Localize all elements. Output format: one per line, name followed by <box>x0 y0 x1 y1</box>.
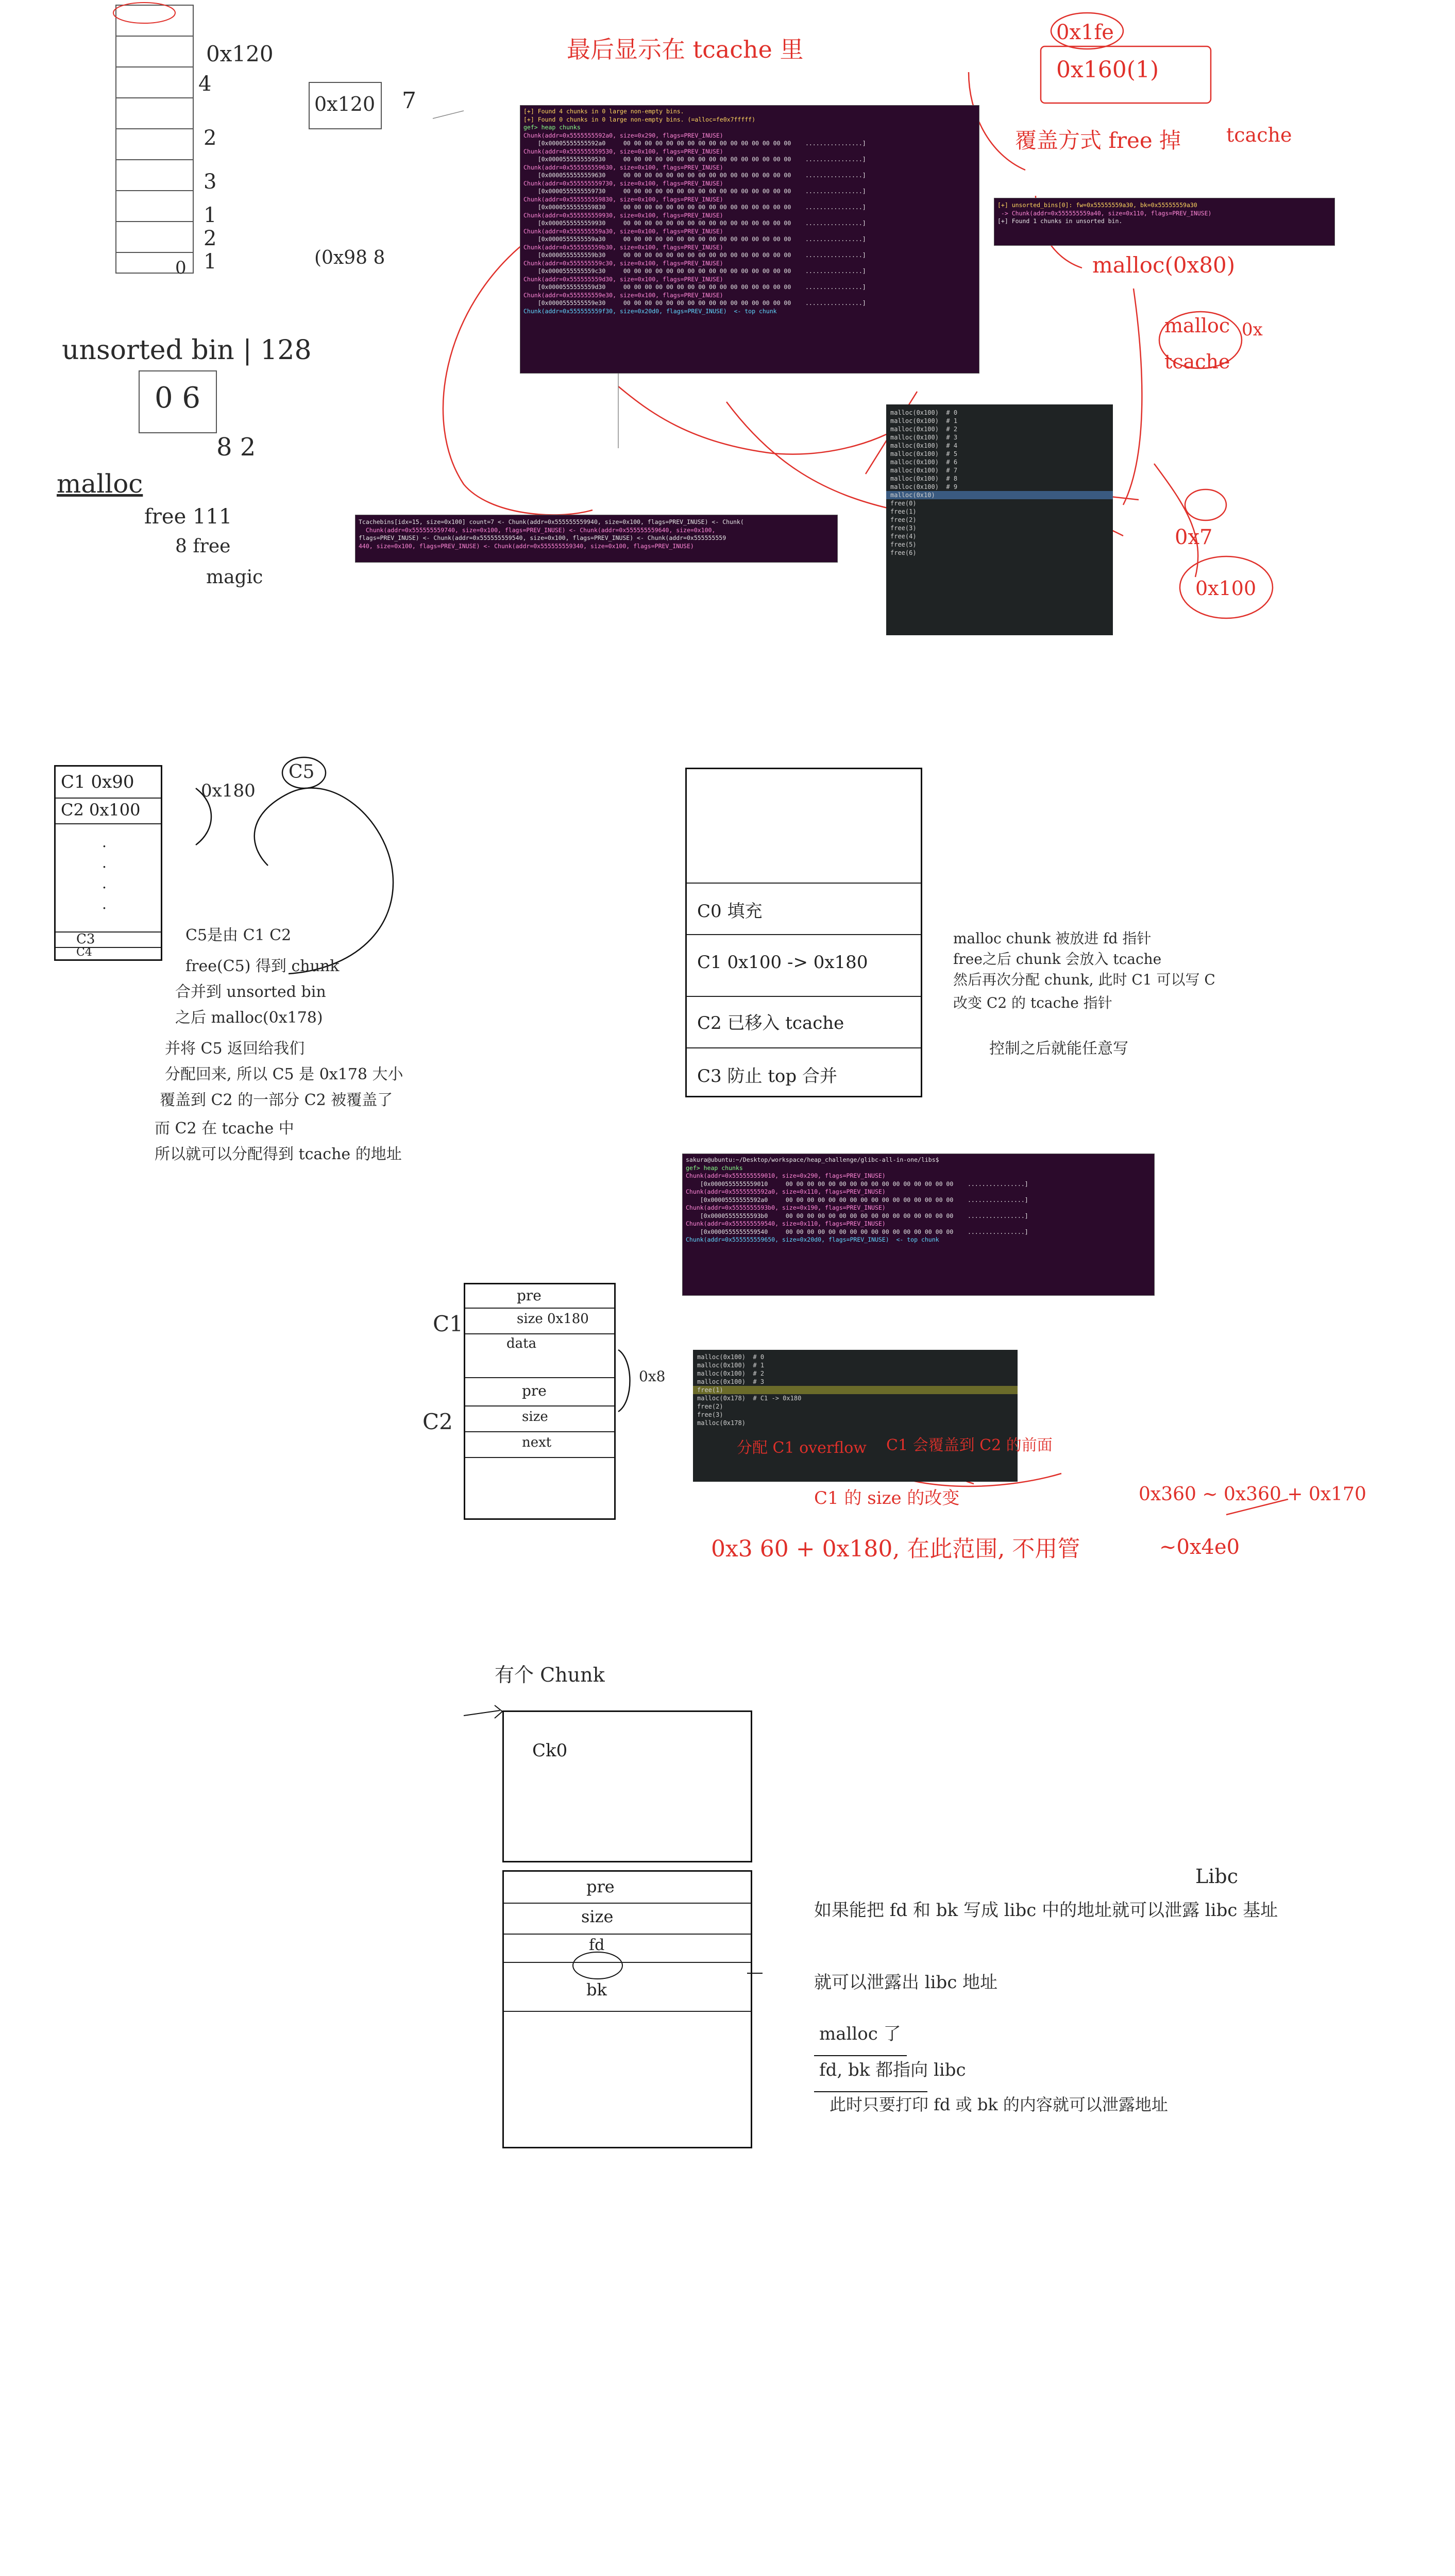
term-line: [0x00005555555592a0 00 00 00 00 00 00 00 00 00 00 00 00 00 00 00 00 ................] <box>686 1196 1028 1204</box>
term-line: Chunk(addr=0x555555559630, size=0x100, flags=PREV_INUSE) <box>523 163 723 171</box>
term-line: [0x0000555555559730 00 00 00 00 00 00 00 00 00 00 00 00 00 00 00 00 ................] <box>523 188 866 195</box>
detail-row-size: size <box>581 1907 614 1926</box>
stack-dot: . <box>102 875 107 892</box>
code-line: malloc(0x178) <box>697 1419 746 1427</box>
chunk-row-size: size 0x180 <box>517 1311 589 1327</box>
code-line: malloc(0x100) # 1 <box>697 1362 765 1369</box>
chunk-row-size2: size <box>522 1409 548 1425</box>
code-line: free(1) <box>693 1386 1018 1394</box>
side-label-0x180: 0x180 <box>201 781 256 801</box>
hex-box-label: 0x120 <box>314 93 376 115</box>
term-line: Chunk(addr=0x555555559650, size=0x20d0, flags=PREV_INUSE) <- top chunk <box>686 1236 939 1243</box>
code-line: free(3) <box>890 524 917 532</box>
left-note-1: free(C5) 得到 chunk <box>185 957 340 975</box>
code-line: malloc(0x100) # 6 <box>890 459 958 466</box>
term-line: Chunk(addr=0x5555555593b0, size=0x190, flags=PREV_INUSE) <box>686 1204 886 1211</box>
right-note-4: 控制之后就能任意写 <box>989 1040 1128 1058</box>
chunk-label-c2: C2 <box>422 1409 453 1434</box>
term-line: gef> heap chunks <box>523 124 581 131</box>
magic-label: magic <box>206 567 263 588</box>
left-note-7: 而 C2 在 tcache 中 <box>155 1120 294 1138</box>
term-line: [0x00005555555592a0 00 00 00 00 00 00 00 00 00 00 00 00 00 00 00 00 ................] <box>523 140 866 147</box>
term-line: Tcachebins[idx=15, size=0x100] count=7 <- Chunk(addr=0x555555559940, size=0x100, flags=PREV_INUSE) <- Chunk( <box>359 518 744 526</box>
stack-dot: . <box>102 895 107 912</box>
stack-row-c4: C4 <box>76 946 92 959</box>
red-note-s2-0: 分配 C1 overflow <box>737 1439 867 1457</box>
term-line: Chunk(addr=0x555555559c30, size=0x100, flags=PREV_INUSE) <box>523 259 723 267</box>
term-line: [0x0000555555559010 00 00 00 00 00 00 00 00 00 00 00 00 00 00 00 00 ................] <box>686 1180 1028 1188</box>
red-note-s2-1: C1 会覆盖到 C2 的前面 <box>886 1436 1053 1454</box>
sketch-label-1: 4 <box>198 72 212 96</box>
heap-layout-box <box>685 768 922 1097</box>
chunk-row-pre2: pre <box>522 1382 547 1399</box>
malloc-label: malloc <box>57 469 143 499</box>
code-line: malloc(0x100) # 0 <box>890 409 958 416</box>
term-line: Chunk(addr=0x555555559730, size=0x100, flags=PREV_INUSE) <box>523 179 723 187</box>
chunk-row-pre: pre <box>517 1287 542 1304</box>
term-line: Chunk(addr=0x555555559f30, size=0x20d0, flags=PREV_INUSE) <- top chunk <box>523 307 777 315</box>
term-line: [0x0000555555559530 00 00 00 00 00 00 00 00 00 00 00 00 00 00 00 00 ................] <box>523 156 866 163</box>
term-line: [0x0000555555559e30 00 00 00 00 00 00 00 00 00 00 00 00 00 00 00 00 ................] <box>523 299 866 307</box>
code-line: malloc(0x100) # 4 <box>890 442 958 449</box>
term-line: [+] Found 0 chunks in 0 large non-empty bins. (=alloc=fe0x7fffff) <box>523 115 756 123</box>
term-line: Chunk(addr=0x555555559010, size=0x290, flags=PREV_INUSE) <box>686 1172 886 1179</box>
left-note-5: 分配回来, 所以 C5 是 0x178 大小 <box>165 1065 403 1083</box>
left-note-4: 并将 C5 返回给我们 <box>165 1040 305 1058</box>
code-line: malloc(0x100) # 2 <box>890 426 958 433</box>
term-line: [0x0000555555559630 00 00 00 00 00 00 00 00 00 00 00 00 00 00 00 00 ................] <box>523 172 866 179</box>
right-note-3: 改变 C2 的 tcache 指针 <box>953 994 1112 1011</box>
term-line: Chunk(addr=0x555555559e30, size=0x100, flags=PREV_INUSE) <box>523 291 723 299</box>
left-note-8: 所以就可以分配得到 tcache 的地址 <box>155 1145 402 1163</box>
layout-row-c0: C0 填充 <box>697 901 763 922</box>
stack-dot: . <box>102 854 107 871</box>
left-note-3: 之后 malloc(0x178) <box>175 1009 323 1027</box>
red-note-rl-1: 0x <box>1242 319 1263 340</box>
code-line: malloc(0x100) # 3 <box>697 1378 765 1385</box>
term-line: [+] Found 1 chunks in unsorted bin. <box>997 217 1123 225</box>
term-line: [0x0000555555559830 00 00 00 00 00 00 00 00 00 00 00 00 00 00 00 00 ................] <box>523 204 866 211</box>
term-line: [0x0000555555559a30 00 00 00 00 00 00 00 00 00 00 00 00 00 00 00 00 ................] <box>523 235 866 243</box>
layout-row-c3: C3 防止 top 合并 <box>697 1066 837 1087</box>
chunk-detail-box <box>502 1870 752 2148</box>
term-line: [0x0000555555559b30 00 00 00 00 00 00 00 00 00 00 00 00 00 00 00 00 ................] <box>523 251 866 259</box>
sketch-val-1: 8 2 <box>216 433 256 462</box>
right-note-1: free之后 chunk 会放入 tcache <box>953 951 1162 968</box>
sketch-label-3: 3 <box>204 170 217 194</box>
circle-label-c5: C5 <box>289 761 315 783</box>
code-editor-panel <box>886 404 1113 635</box>
right-note-0: malloc chunk 被放进 fd 指针 <box>953 930 1152 947</box>
stack-row-c2: C2 0x100 <box>61 800 141 820</box>
red-note-s2-2: C1 的 size 的改变 <box>814 1488 960 1509</box>
code-line: malloc(0x10) <box>886 491 1113 499</box>
left-note-6: 覆盖到 C2 的一部分 C2 被覆盖了 <box>160 1091 393 1109</box>
term-line: sakura@ubuntu:~/Desktop/workspace/heap_challenge/glibc-all-in-one/libs$ <box>686 1156 939 1163</box>
chunk-row-next: next <box>522 1435 552 1450</box>
libc-label: Libc <box>1195 1865 1238 1888</box>
sketch-label-0: 0x120 <box>206 41 274 66</box>
section3-note-1: 就可以泄露出 libc 地址 <box>814 1972 998 1993</box>
section3-note-2: malloc 了 <box>819 2024 901 2044</box>
section3-note-3: fd, bk 都指向 libc <box>819 2060 966 2080</box>
code-line: free(6) <box>890 549 917 556</box>
term-line: [0x0000555555559540 00 00 00 00 00 00 00 00 00 00 00 00 00 00 00 00 ................] <box>686 1228 1028 1235</box>
term-line: Chunk(addr=0x555555559d30, size=0x100, flags=PREV_INUSE) <box>523 275 723 283</box>
term-line: flags=PREV_INUSE) <- Chunk(addr=0x555555559540, size=0x100, flags=PREV_INUSE) <- Chunk(addr=0x555555559 <box>359 534 726 541</box>
unsorted-bin-label: unsorted bin | 128 <box>62 335 312 366</box>
left-note-0: C5是由 C1 C2 <box>185 926 292 944</box>
chunk-ck0-box <box>502 1710 752 1862</box>
term-line: Chunk(addr=0x555555559b30, size=0x100, flags=PREV_INUSE) <box>523 243 723 251</box>
sketch-label-7: 0 <box>175 258 187 278</box>
code-line: free(2) <box>890 516 917 523</box>
code-line: malloc(0x100) # 3 <box>890 434 958 441</box>
chunk-label-c1: C1 <box>433 1311 463 1336</box>
code-line: malloc(0x100) # 2 <box>697 1370 765 1377</box>
red-note-rm-0: 覆盖方式 free 掉 <box>1015 128 1181 153</box>
term-line: Chunk(addr=0x555555559530, size=0x100, flags=PREV_INUSE) <box>523 147 723 155</box>
section3-note-0: 如果能把 fd 和 bk 写成 libc 中的地址就可以泄露 libc 基址 <box>814 1900 1278 1921</box>
term-line: Chunk(addr=0x555555559a30, size=0x100, flags=PREV_INUSE) <box>523 227 723 235</box>
stack-dot: . <box>102 834 107 851</box>
stack-row-c1: C1 0x90 <box>61 772 134 792</box>
code-line: free(2) <box>697 1403 723 1410</box>
red-note-rl-2: tcache <box>1164 350 1230 373</box>
section3-note-4: 此时只要打印 fd 或 bk 的内容就可以泄露地址 <box>830 2095 1168 2114</box>
unsorted-bin-terminal <box>994 198 1334 245</box>
red-note-rb-1: 0x100 <box>1195 577 1257 600</box>
code-line: malloc(0x100) # 5 <box>890 450 958 457</box>
code-line: malloc(0x100) # 8 <box>890 475 958 482</box>
code-line: free(0) <box>890 500 917 507</box>
term-line: Chunk(addr=0x5555555592a0, size=0x290, flags=PREV_INUSE) <box>523 131 723 139</box>
code-line: free(3) <box>697 1411 723 1418</box>
sketch-val-0: 0 6 <box>155 381 201 415</box>
term-line: [+] unsorted_bins[0]: fw=0x55555559a30, bk=0x55555559a30 <box>997 201 1197 209</box>
term-line: [0x0000555555559930 00 00 00 00 00 00 00 00 00 00 00 00 00 00 00 00 ................] <box>523 219 866 227</box>
sketch-label-6: 1 <box>204 250 217 274</box>
sketch-label-5: 2 <box>204 227 217 250</box>
note-eight: (0x98 8 <box>314 247 385 268</box>
layout-row-c1: C1 0x100 -> 0x180 <box>697 952 868 973</box>
code-line: free(1) <box>890 508 917 515</box>
note-seven: 7 <box>402 88 416 114</box>
gef-heap-terminal <box>520 106 979 373</box>
red-note-rt-0: 0x1fe <box>1056 21 1114 44</box>
red-note-rt-1: 0x160(1) <box>1056 57 1159 83</box>
term-line: Chunk(addr=0x555555559740, size=0x100, flags=PREV_INUSE) <- Chunk(addr=0x555555559640, size=0x100, <box>359 526 716 534</box>
red-note-rl-0: malloc <box>1164 314 1230 337</box>
section3-title: 有个 Chunk <box>495 1664 605 1686</box>
term-line: [0x0000555555559d30 00 00 00 00 00 00 00 00 00 00 00 00 00 00 00 00 ................] <box>523 283 866 291</box>
term-line: Chunk(addr=0x555555559930, size=0x100, flags=PREV_INUSE) <box>523 211 723 219</box>
term-line: [0x00005555555593b0 00 00 00 00 00 00 00 00 00 00 00 00 00 00 00 00 ................] <box>686 1212 1028 1219</box>
term-line: -> Chunk(addr=0x555555559a40, size=0x110, flags=PREV_INUSE) <box>997 209 1212 217</box>
tcachebins-terminal <box>356 515 837 562</box>
code-line: malloc(0x100) # 0 <box>697 1353 765 1361</box>
term-line: [0x0000555555559c30 00 00 00 00 00 00 00 00 00 00 00 00 00 00 00 00 ................] <box>523 267 866 275</box>
red-note-rm-2: malloc(0x80) <box>1092 252 1236 278</box>
red-note-rb-0: 0x7 <box>1175 526 1213 549</box>
free2-label: 8 free <box>175 536 231 557</box>
detail-row-bk: bk <box>586 1980 607 1999</box>
red-note-top: 最后显示在 tcache 里 <box>567 36 804 63</box>
code-line: free(5) <box>890 541 917 548</box>
term-line: gef> heap chunks <box>686 1164 743 1172</box>
chunk-row-data: data <box>506 1336 537 1351</box>
detail-row-fd: fd <box>589 1936 605 1954</box>
code-line: malloc(0x100) # 9 <box>890 483 958 490</box>
red-note-rm-1: tcache <box>1226 124 1292 146</box>
red-note-s2-3: 0x360 ~ 0x360 + 0x170 <box>1139 1484 1366 1505</box>
chunk-diagram-box <box>464 1283 616 1520</box>
chunk-stack-box <box>54 765 162 961</box>
code-line: malloc(0x100) # 7 <box>890 467 958 474</box>
gef-heap-terminal-2 <box>683 1154 1154 1295</box>
term-line: Chunk(addr=0x555555559830, size=0x100, flags=PREV_INUSE) <box>523 195 723 203</box>
red-note-s2-4: 0x3 60 + 0x180, 在此范围, 不用管 <box>711 1536 1080 1562</box>
code-editor-panel-2 <box>693 1350 1018 1482</box>
detail-row-pre: pre <box>586 1877 615 1896</box>
code-line: free(4) <box>890 533 917 540</box>
term-line: Chunk(addr=0x555555559540, size=0x110, flags=PREV_INUSE) <box>686 1220 886 1227</box>
term-line: 440, size=0x100, flags=PREV_INUSE) <- Chunk(addr=0x555555559340, size=0x100, flags=PREV_INUSE) <box>359 542 694 550</box>
stack-row-c3: C3 <box>76 931 95 947</box>
sketch-label-4: 1 <box>204 204 217 227</box>
red-note-s2-5: ~0x4e0 <box>1159 1535 1240 1559</box>
left-note-2: 合并到 unsorted bin <box>175 983 326 1001</box>
right-note-2: 然后再次分配 chunk, 此时 C1 可以写 C <box>953 971 1215 988</box>
code-line: malloc(0x178) # C1 -> 0x180 <box>697 1395 802 1402</box>
stack-sketch-outline <box>116 5 193 273</box>
term-line: [+] Found 4 chunks in 0 large non-empty bins. <box>523 108 684 115</box>
ck0-label: Ck0 <box>532 1740 568 1761</box>
sketch-label-2: 2 <box>204 126 217 150</box>
code-line: malloc(0x100) # 1 <box>890 417 958 425</box>
layout-row-c2: C2 已移入 tcache <box>697 1013 844 1033</box>
chunk-side-note: 0x8 <box>639 1368 666 1385</box>
free-label: free 111 <box>144 505 232 529</box>
term-line: Chunk(addr=0x5555555592a0, size=0x110, flags=PREV_INUSE) <box>686 1188 886 1195</box>
